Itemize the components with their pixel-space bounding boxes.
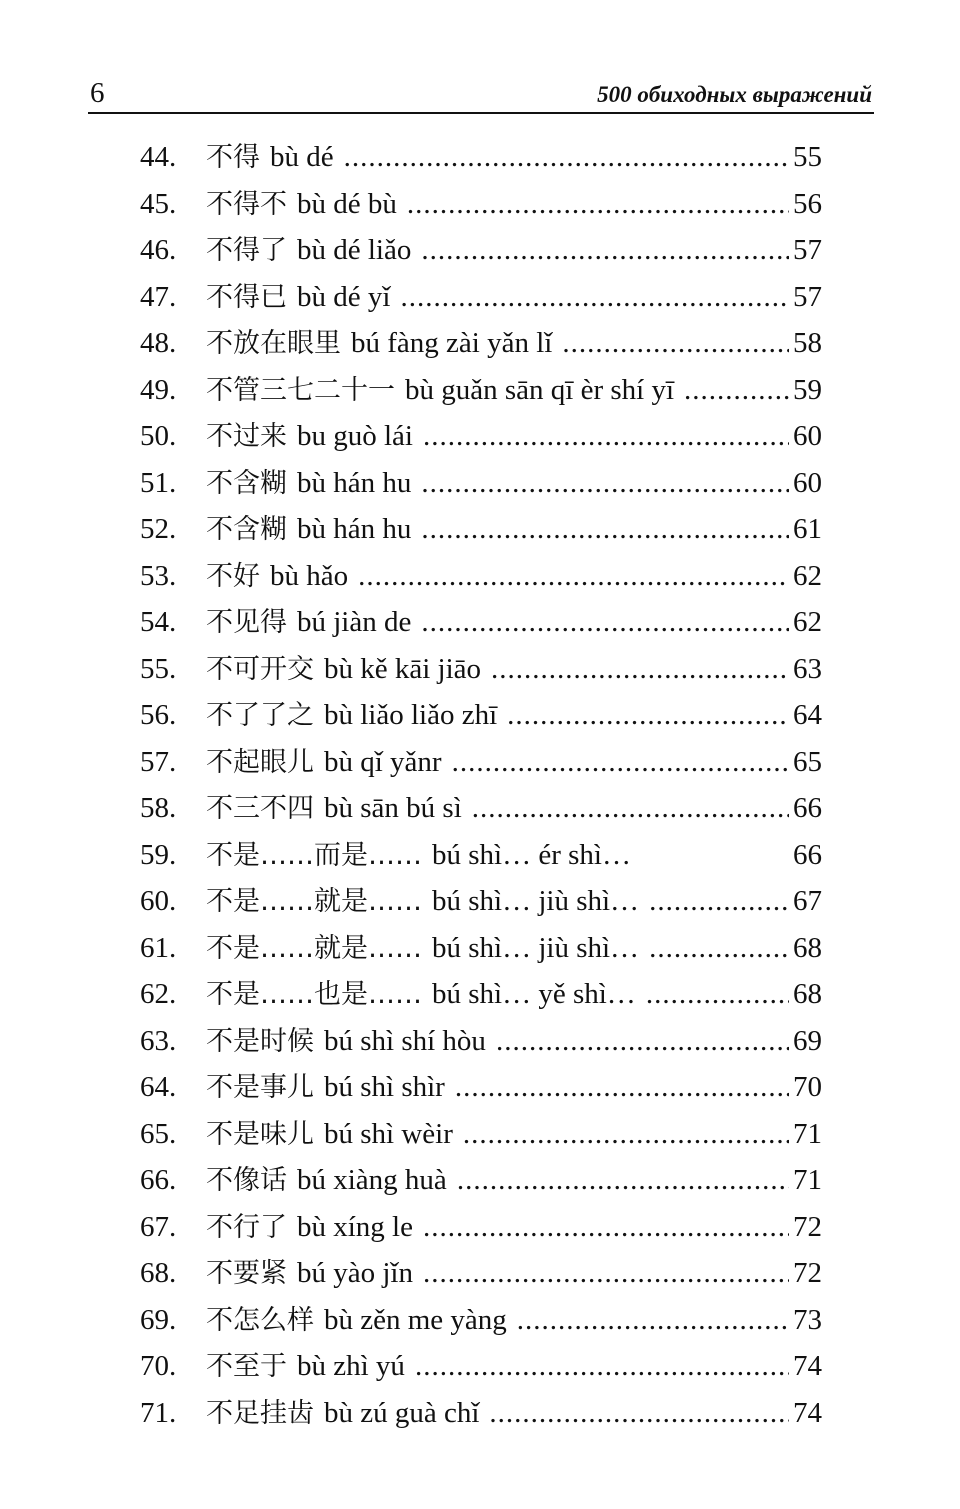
entry-pinyin: bù liǎo liǎo zhī — [324, 699, 498, 731]
toc-entry — [140, 320, 822, 367]
entry-page-number: 63 — [793, 652, 822, 685]
entry-hanzi: 不得已 — [206, 281, 287, 313]
toc-entry — [140, 274, 822, 321]
entry-number: 66. — [140, 1164, 177, 1196]
toc-entry — [140, 1390, 822, 1437]
dot-leader — [507, 692, 789, 739]
entry-number: 48. — [140, 327, 177, 359]
entry-pinyin: bú shì… jiù shì… — [432, 885, 640, 917]
page-number: 6 — [90, 77, 105, 109]
entry-pinyin: bú shì… yě shì… — [432, 978, 636, 1010]
entry-pinyin: bù dé — [270, 141, 334, 173]
entry-hanzi: 不见得 — [206, 607, 287, 638]
entry-hanzi: 不得不 — [206, 188, 287, 220]
dot-leader — [415, 1343, 789, 1390]
entry-hanzi: 不是……就是…… — [206, 886, 422, 917]
toc-entry — [140, 1018, 822, 1065]
dot-leader — [562, 320, 789, 367]
dot-leader — [358, 553, 789, 600]
entry-page-number: 55 — [793, 141, 822, 173]
entry-page-number: 62 — [793, 559, 822, 592]
entry-number: 64. — [140, 1071, 177, 1103]
toc-entry — [140, 181, 822, 228]
toc-entry — [140, 1204, 822, 1251]
entry-number: 53. — [140, 559, 177, 592]
toc-entry — [140, 1343, 822, 1390]
dot-leader — [517, 1297, 789, 1344]
dot-leader — [421, 460, 789, 507]
entry-page-number: 68 — [793, 978, 822, 1010]
dot-leader — [646, 971, 789, 1018]
toc-entry — [140, 1157, 822, 1204]
entry-number: 59. — [140, 838, 177, 871]
dot-leader — [423, 413, 789, 460]
toc-entry — [140, 832, 822, 879]
entry-number: 69. — [140, 1303, 177, 1336]
entry-hanzi: 不得 — [206, 142, 260, 173]
entry-page-number: 56 — [793, 187, 822, 220]
dot-leader — [649, 878, 789, 925]
entry-number: 63. — [140, 1024, 177, 1057]
entry-number: 71. — [140, 1396, 177, 1429]
entry-hanzi: 不是事儿 — [206, 1072, 314, 1103]
toc-entry — [140, 971, 822, 1018]
toc-entry — [140, 925, 822, 972]
entry-page-number: 58 — [793, 327, 822, 359]
toc-entry — [140, 460, 822, 507]
entry-number: 46. — [140, 234, 177, 266]
toc-entry — [140, 1297, 822, 1344]
entry-pinyin: bu guò lái — [297, 420, 413, 452]
entry-number: 65. — [140, 1117, 177, 1150]
toc-entry — [140, 134, 822, 181]
dot-leader — [472, 785, 789, 832]
entry-hanzi: 不是时候 — [206, 1025, 314, 1057]
toc-entry — [140, 1064, 822, 1111]
entry-hanzi: 不放在眼里 — [206, 328, 341, 359]
entry-pinyin: bú jiàn de — [297, 606, 412, 638]
entry-pinyin: bù dé yǐ — [297, 280, 391, 313]
entry-number: 55. — [140, 652, 177, 685]
dot-leader — [452, 739, 789, 786]
entry-hanzi: 不至于 — [206, 1351, 287, 1382]
toc-entry — [140, 785, 822, 832]
entry-page-number: 65 — [793, 745, 822, 778]
entry-page-number: 74 — [793, 1350, 822, 1382]
entry-number: 50. — [140, 420, 177, 452]
entry-page-number: 64 — [793, 699, 822, 731]
entry-pinyin: bú yào jǐn — [297, 1257, 413, 1289]
entry-hanzi: 不起眼儿 — [206, 746, 314, 778]
entry-page-number: 69 — [793, 1024, 822, 1057]
entry-hanzi: 不得了 — [206, 235, 287, 266]
entry-hanzi: 不像话 — [206, 1165, 287, 1196]
entry-page-number: 60 — [793, 466, 822, 499]
dot-leader — [407, 181, 789, 228]
entry-page-number: 74 — [793, 1396, 822, 1429]
entry-hanzi: 不三不四 — [206, 793, 314, 824]
entry-page-number: 67 — [793, 885, 822, 917]
entry-hanzi: 不过来 — [206, 421, 287, 452]
dot-leader — [423, 1250, 789, 1297]
dot-leader — [489, 1390, 789, 1437]
entry-hanzi: 不好 — [206, 560, 260, 592]
entry-pinyin: bù kě kāi jiāo — [324, 652, 482, 685]
entry-number: 61. — [140, 931, 177, 964]
running-title: 500 обиходных выражений — [597, 82, 872, 107]
entry-number: 52. — [140, 513, 177, 545]
entry-pinyin: bú shì shìr — [324, 1071, 445, 1103]
entry-pinyin: bù sān bú sì — [324, 792, 462, 824]
entry-pinyin: bù xíng le — [297, 1210, 413, 1243]
entry-number: 62. — [140, 978, 177, 1010]
entry-number: 68. — [140, 1257, 177, 1289]
entry-hanzi: 不含糊 — [206, 514, 287, 545]
entry-number: 57. — [140, 745, 177, 778]
entry-page-number: 71 — [793, 1117, 822, 1150]
entry-pinyin: bù hán hu — [297, 466, 412, 499]
entry-page-number: 72 — [793, 1210, 822, 1243]
entry-page-number: 61 — [793, 513, 822, 545]
toc-entry — [140, 553, 822, 600]
entry-page-number: 66 — [793, 792, 822, 824]
entry-pinyin: bù guǎn sān qī èr shí yī — [405, 373, 675, 406]
entry-hanzi: 不要紧 — [206, 1258, 287, 1289]
entry-pinyin: bù qǐ yǎnr — [324, 745, 442, 778]
entry-page-number: 59 — [793, 373, 822, 406]
dot-leader — [421, 599, 789, 646]
entry-number: 60. — [140, 885, 177, 917]
entry-pinyin: bù dé bù — [297, 187, 397, 220]
toc-entry — [140, 599, 822, 646]
entry-number: 47. — [140, 280, 177, 313]
toc-entry — [140, 367, 822, 414]
dot-leader — [455, 1064, 789, 1111]
entry-hanzi: 不行了 — [206, 1211, 287, 1243]
entry-pinyin: bú fàng zài yǎn lǐ — [351, 327, 553, 359]
dot-leader — [649, 925, 789, 972]
entry-page-number: 57 — [793, 234, 822, 266]
toc-entry — [140, 1111, 822, 1158]
entry-page-number: 66 — [793, 838, 822, 871]
dot-leader — [463, 1111, 789, 1158]
entry-page-number: 70 — [793, 1071, 822, 1103]
entry-number: 56. — [140, 699, 177, 731]
entry-number: 44. — [140, 141, 177, 173]
dot-leader — [344, 134, 789, 181]
toc-entry — [140, 878, 822, 925]
entry-hanzi: 不了了之 — [206, 700, 314, 731]
entry-number: 54. — [140, 606, 177, 638]
entry-number: 45. — [140, 187, 177, 220]
toc-entry — [140, 692, 822, 739]
entry-number: 51. — [140, 466, 177, 499]
entry-page-number: 72 — [793, 1257, 822, 1289]
entry-number: 70. — [140, 1350, 177, 1382]
toc-entry — [140, 506, 822, 553]
entry-pinyin: bú shì shí hòu — [324, 1024, 486, 1057]
entry-number: 49. — [140, 373, 177, 406]
dot-leader — [496, 1018, 789, 1065]
entry-hanzi: 不管三七二十一 — [206, 374, 395, 406]
toc-entry — [140, 413, 822, 460]
entry-hanzi: 不是味儿 — [206, 1118, 314, 1150]
toc-entry — [140, 646, 822, 693]
entry-number: 67. — [140, 1210, 177, 1243]
dot-leader — [423, 1204, 789, 1251]
toc-entry — [140, 1250, 822, 1297]
dot-leader — [491, 646, 789, 693]
entry-hanzi: 不怎么样 — [206, 1304, 314, 1336]
entry-pinyin: bù hǎo — [270, 559, 349, 592]
entry-page-number: 60 — [793, 420, 822, 452]
dot-leader — [684, 367, 789, 414]
entry-page-number: 68 — [793, 931, 822, 964]
dot-leader — [421, 227, 789, 274]
entry-hanzi: 不含糊 — [206, 467, 287, 499]
table-of-contents — [140, 134, 822, 1436]
entry-page-number: 71 — [793, 1164, 822, 1196]
entry-hanzi: 不是……而是…… — [206, 839, 422, 871]
entry-pinyin: bù hán hu — [297, 513, 412, 545]
dot-leader — [400, 274, 789, 321]
toc-entry — [140, 739, 822, 786]
entry-pinyin: bú shì wèir — [324, 1117, 453, 1150]
dot-leader — [457, 1157, 789, 1204]
entry-hanzi: 不足挂齿 — [206, 1397, 314, 1429]
toc-entry — [140, 227, 822, 274]
entry-page-number: 57 — [793, 280, 822, 313]
entry-pinyin: bú shì… ér shì… — [432, 838, 631, 871]
entry-number: 58. — [140, 792, 177, 824]
page-header — [88, 74, 874, 114]
entry-pinyin: bù zěn me yàng — [324, 1303, 507, 1336]
dot-leader — [421, 506, 789, 553]
entry-pinyin: bú xiàng huà — [297, 1164, 447, 1196]
entry-hanzi: 不可开交 — [206, 653, 314, 685]
entry-pinyin: bù dé liǎo — [297, 234, 412, 266]
entry-page-number: 73 — [793, 1303, 822, 1336]
entry-hanzi: 不是……也是…… — [206, 979, 422, 1010]
entry-hanzi: 不是……就是…… — [206, 932, 422, 964]
entry-pinyin: bù zhì yú — [297, 1350, 405, 1382]
entry-page-number: 62 — [793, 606, 822, 638]
entry-pinyin: bù zú guà chǐ — [324, 1396, 480, 1429]
entry-pinyin: bú shì… jiù shì… — [432, 931, 640, 964]
